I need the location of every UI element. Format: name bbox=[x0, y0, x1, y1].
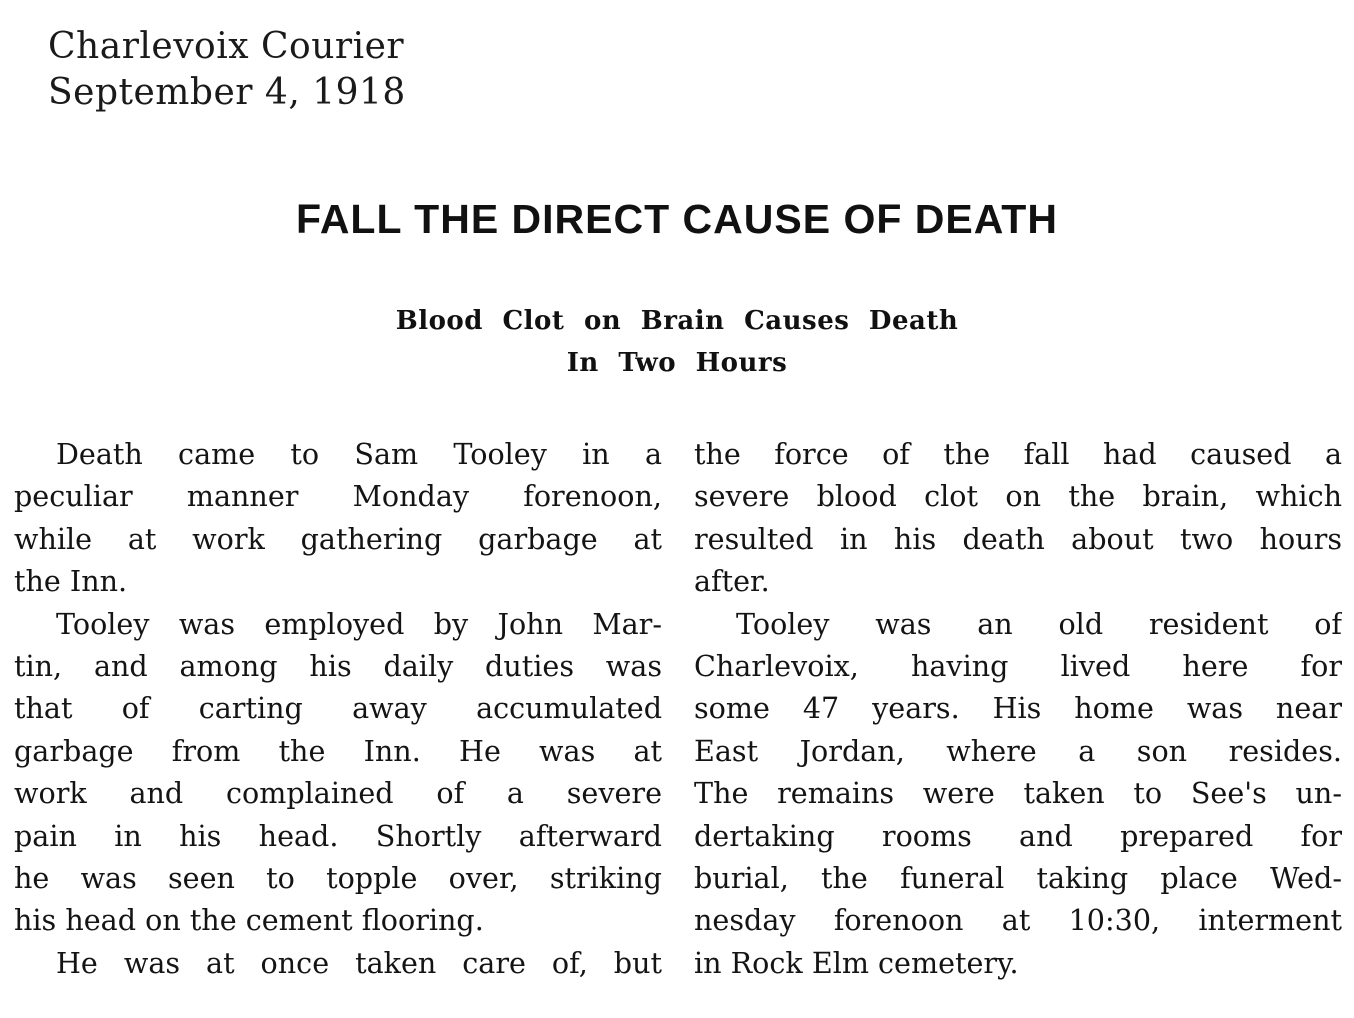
text-line: Tooley was employed by John Mar- bbox=[56, 606, 662, 641]
text-line: burial, the funeral taking place Wed- bbox=[694, 860, 1342, 895]
text-line: He was at once taken care of, but bbox=[56, 945, 662, 980]
text-line: peculiar manner Monday forenoon, bbox=[14, 479, 662, 514]
text-line: pain in his head. Shortly afterward bbox=[14, 818, 662, 853]
text-line: while at work gathering garbage at bbox=[14, 521, 662, 556]
subhead-line-1: Blood Clot on Brain Causes Death bbox=[395, 306, 959, 336]
text-line: Death came to Sam Tooley in a bbox=[56, 437, 662, 471]
text-line: some 47 years. His home was near bbox=[694, 691, 1342, 726]
article-column-right bbox=[694, 433, 1342, 984]
text-line: Charlevoix, having lived here for bbox=[694, 648, 1342, 683]
text-line: nesday forenoon at 10:30, interment bbox=[694, 903, 1342, 938]
source-citation bbox=[48, 24, 406, 116]
text-line: severe blood clot on the brain, which bbox=[694, 479, 1342, 514]
text-line: Tooley was an old resident of bbox=[736, 606, 1342, 641]
text-line: the force of the fall had caused a bbox=[694, 437, 1342, 471]
text-line: The remains were taken to See's un- bbox=[694, 776, 1342, 811]
text-line: East Jordan, where a son resides. bbox=[694, 733, 1342, 768]
text-line: his head on the cement flooring. bbox=[14, 903, 484, 938]
text-line: the Inn. bbox=[14, 564, 128, 599]
text-line: dertaking rooms and prepared for bbox=[694, 818, 1342, 853]
article-column-left bbox=[14, 433, 662, 984]
text-line: in Rock Elm cemetery. bbox=[694, 945, 1019, 980]
article-headline: FALL THE DIRECT CAUSE OF DEATH bbox=[296, 196, 1058, 242]
publication-date: September 4, 1918 bbox=[48, 72, 406, 113]
text-line: tin, and among his daily duties was bbox=[14, 648, 662, 683]
text-line: after. bbox=[694, 564, 770, 599]
publication-name: Charlevoix Courier bbox=[48, 26, 405, 67]
text-line: he was seen to topple over, striking bbox=[14, 860, 662, 895]
text-line: garbage from the Inn. He was at bbox=[14, 733, 662, 768]
subhead-line-2: In Two Hours bbox=[566, 348, 788, 378]
text-line: work and complained of a severe bbox=[14, 776, 662, 811]
text-line: that of carting away accumulated bbox=[14, 691, 662, 726]
article-subhead bbox=[0, 300, 1354, 384]
text-line: resulted in his death about two hours bbox=[694, 521, 1342, 556]
